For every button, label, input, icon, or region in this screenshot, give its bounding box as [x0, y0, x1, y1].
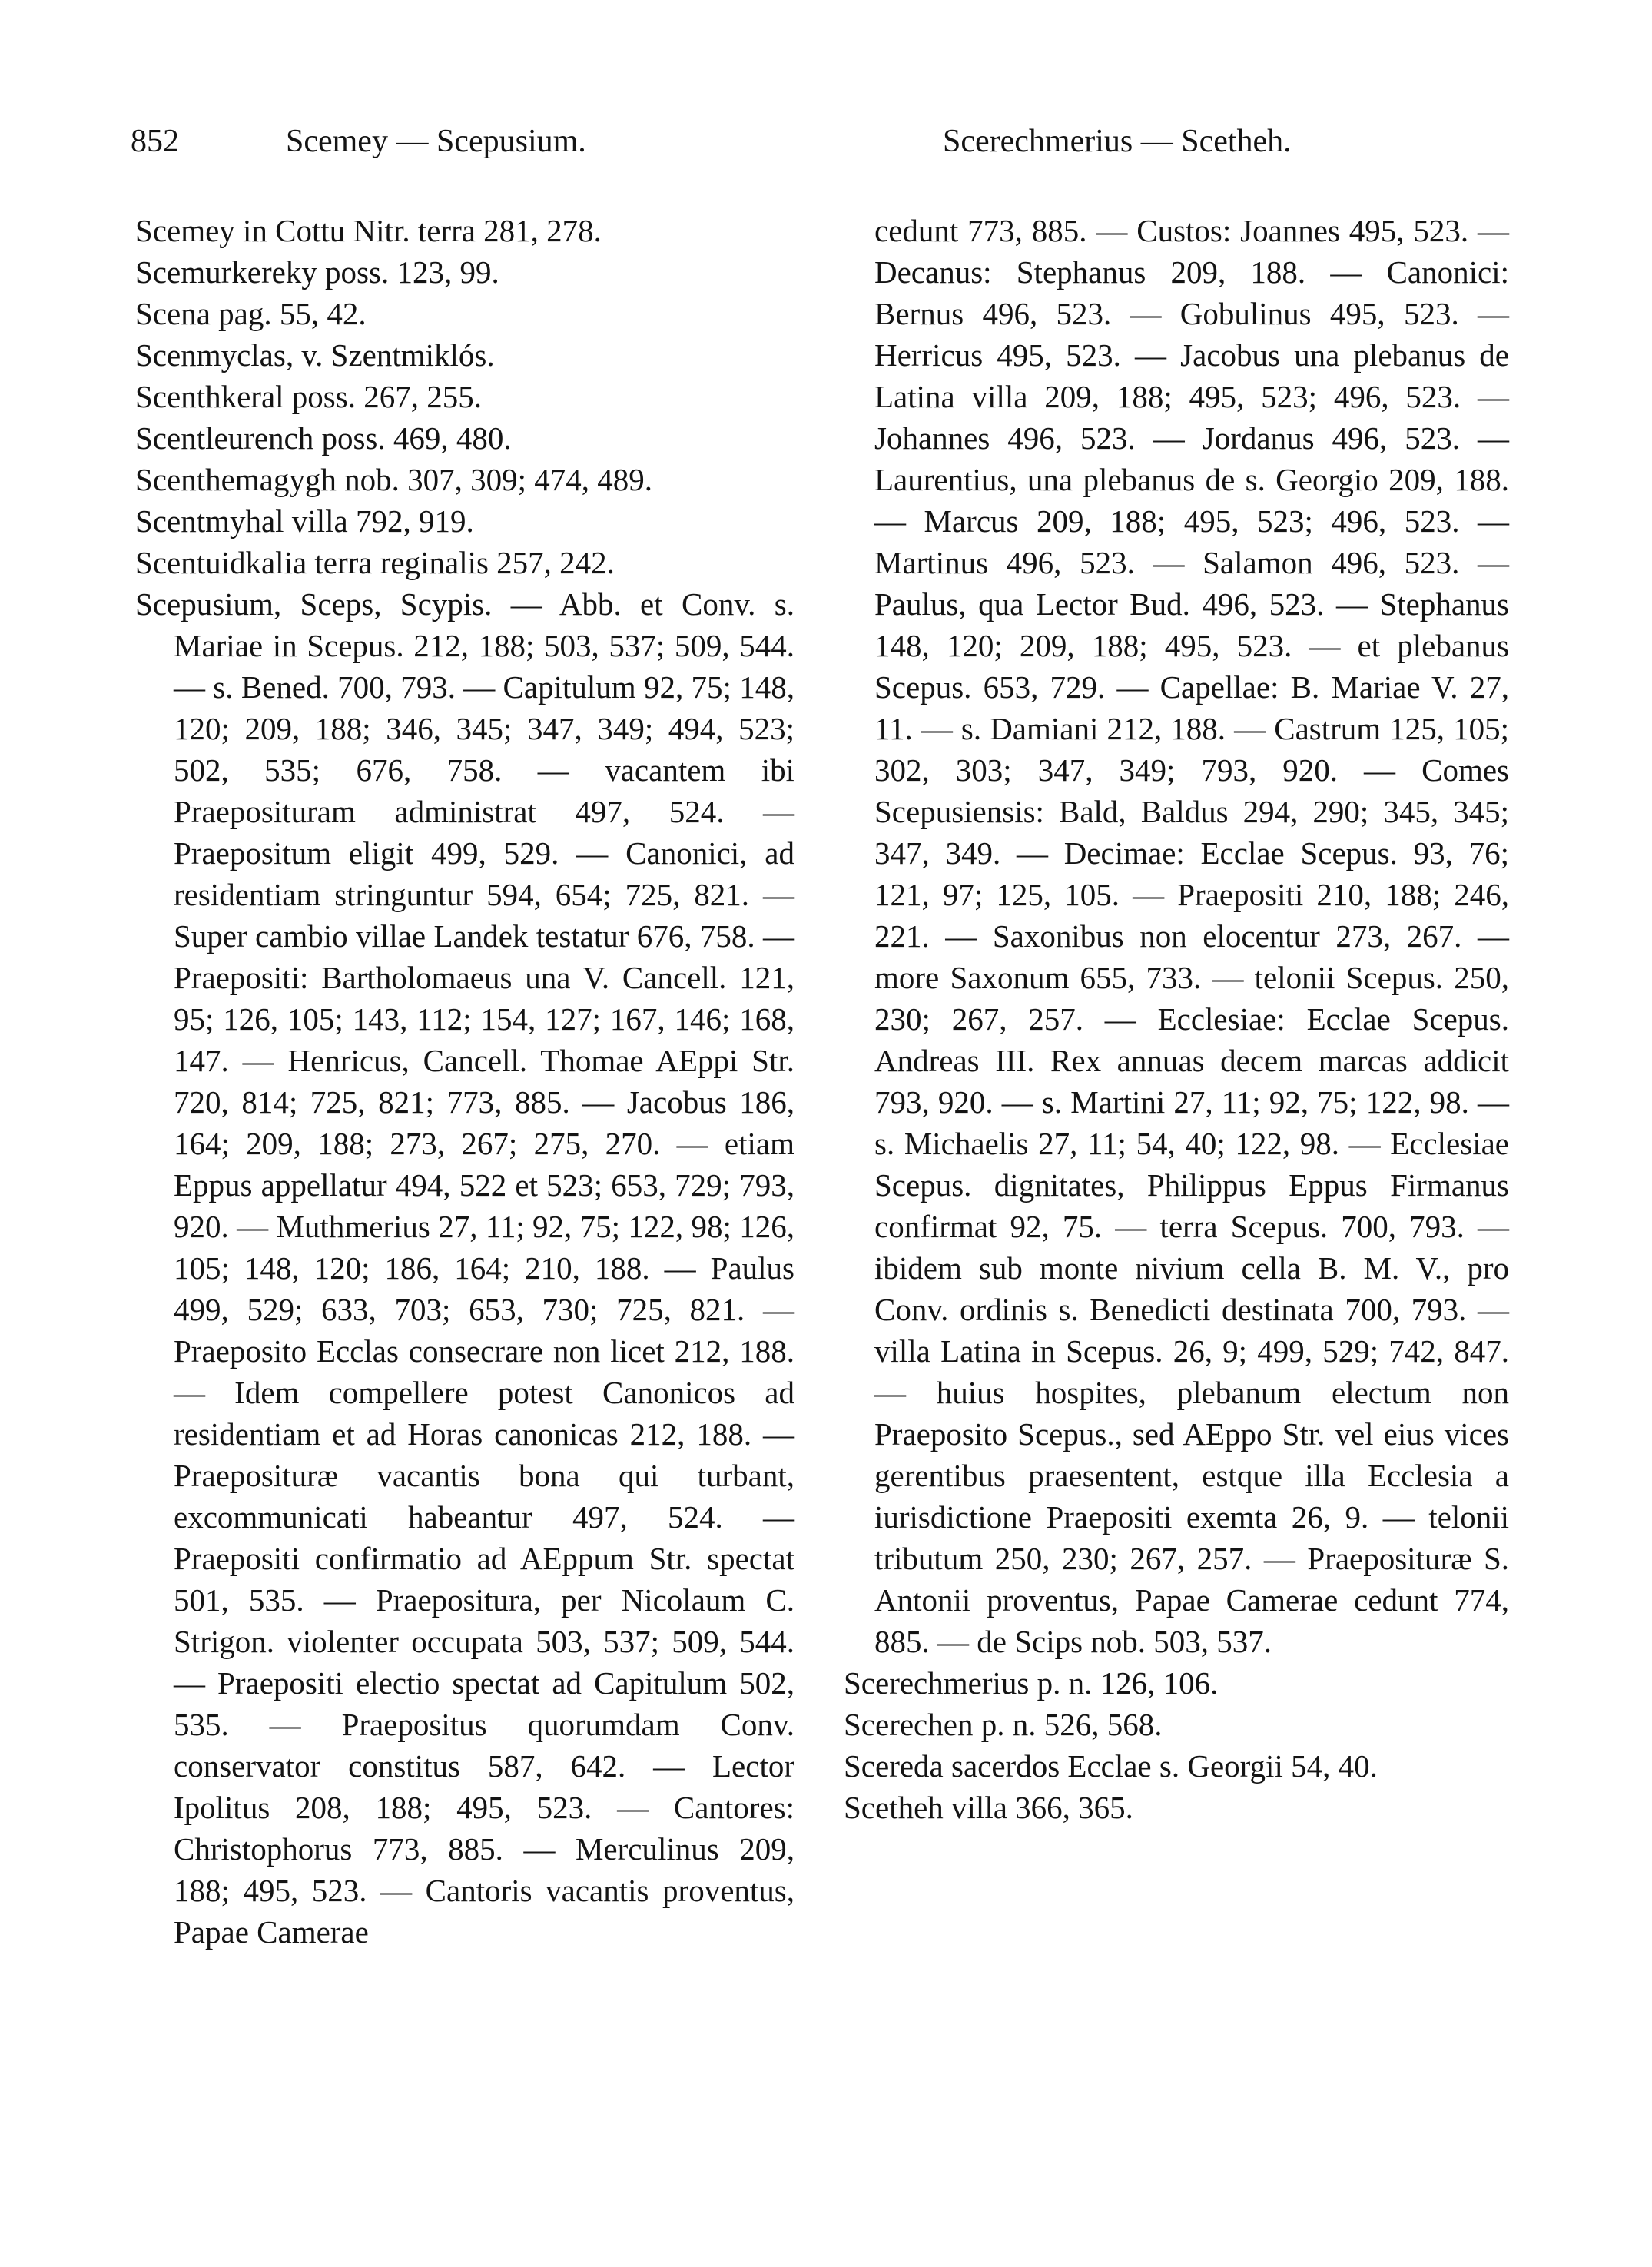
index-entry: Scenmyclas, v. Szentmiklós.: [135, 337, 495, 373]
index-entry-continuation: cedunt 773, 885. — Custos: Joannes 495, 523. — Decanus: Stephanus 209, 188. — Canonici: Bernus 496, 523. — Gobulinus 495, 523. — Herricus 495, 523. — Jacobus una plebanus de Latina villa 209, 188; 495, 523; 496, 523. — Johannes 496, 523. — Jordanus 496, 523. — Laurentius, una plebanus de s. Georgio 209, 188. — Marcus 209, 188; 495, 523; 496, 523. — Martinus 496, 523. — Salamon 496, 523. — Paulus, qua Lector Bud. 496, 523. — Stephanus 148, 120; 209, 188; 495, 523. — et plebanus Scepus. 653, 729. — Capellae: B. Mariae V. 27, 11. — s. Damiani 212, 188. — Castrum 125, 105; 302, 303; 347, 349; 793, 920. — Comes Scepusiensis: Bald, Baldus 294, 290; 345, 345; 347, 349. — Decimae: Ecclae Scepus. 93, 76; 121, 97; 125, 105. — Praepositi 210, 188; 246, 221. — Saxonibus non elocentur 273, 267. — more Saxonum 655, 733. — telonii Scepus. 250, 230; 267, 257. — Ecclesiae: Ecclae Scepus. Andreas III. Rex annuas decem marcas addicit 793, 920. — s. Martini 27, 11; 92, 75; 122, 98. — s. Michaelis 27, 11; 54, 40; 122, 98. — Ecclesiae Scepus. dignitates, Philippus Eppus Firmanus confirmat 92, 75. — terra Scepus. 700, 793. — ibidem sub monte nivium cella B. M. V., pro Conv. ordinis s. Benedicti destinata 700, 793. — villa Latina in Scepus. 26, 9; 499, 529; 742, 847. — huius hospites, plebanum electum non Praeposito Scepus., sed AEppo Str. vel eius vices gerentibus praesentent, estque illa Ecclesia a iurisdictione Praepositi exemta 26, 9. — telonii tributum 250, 230; 267, 257. — Praeposituræ S. Antonii proventus, Papae Camerae cedunt 774, 885. — de Scips nob. 503, 537.: [874, 213, 1509, 1659]
index-entry-scepusium: Scepusium, Sceps, Scypis. — Abb. et Conv. s. Mariae in Scepus. 212, 188; 503, 537; 509, 544. — s. Bened. 700, 793. — Capitulum 92, 75; 148, 120; 209, 188; 346, 345; 347, 349; 494, 523; 502, 535; 676, 758. — vacantem ibi Praeposituram administrat 497, 524. — Praepositum eligit 499, 529. — Canonici, ad residentiam stringuntur 594, 654; 725, 821. — Super cambio villae Landek testatur 676, 758. — Praepositi: Bartholomaeus una V. Cancell. 121, 95; 126, 105; 143, 112; 154, 127; 167, 146; 168, 147. — Henricus, Cancell. Thomae AEppi Str. 720, 814; 725, 821; 773, 885. — Jacobus 186, 164; 209, 188; 273, 267; 275, 270. — etiam Eppus appellatur 494, 522 et 523; 653, 729; 793, 920. — Muthmerius 27, 11; 92, 75; 122, 98; 126, 105; 148, 120; 186, 164; 210, 188. — Paulus 499, 529; 633, 703; 653, 730; 725, 821. — Praeposito Ecclas consecrare non licet 212, 188. — Idem compellere potest Canonicos ad residentiam et ad Horas canonicas 212, 188. — Praeposituræ vacantis bona qui turbant, excommunicati habeantur 497, 524. — Praepositi confirmatio ad AEppum Str. spectat 501, 535. — Praepositura, per Nicolaum C. Strigon. violenter occupata 503, 537; 509, 544. — Praepositi electio spectat ad Capitulum 502, 535. — Praepositus quorumdam Conv. conservator constitus 587, 642. — Lector Ipolitus 208, 188; 495, 523. — Cantores: Christophorus 773, 885. — Merculinus 209, 188; 495, 523. — Cantoris vacantis proventus, Papae Camerae: [135, 586, 794, 1950]
index-entry: Scentmyhal villa 792, 919.: [135, 503, 474, 539]
index-entry: Scemurkereky poss. 123, 99.: [135, 254, 499, 290]
right-column: [844, 210, 1509, 1828]
index-entry: Scenthkeral poss. 267, 255.: [135, 379, 482, 414]
index-entry: Scentleurench poss. 469, 480.: [135, 420, 512, 456]
index-entry: Scerechen p. n. 526, 568.: [844, 1707, 1163, 1742]
header-right-title: Scerechmerius — Scetheh.: [943, 124, 1292, 159]
index-entry: Scereda sacerdos Ecclae s. Georgii 54, 40.: [844, 1748, 1378, 1784]
page-number: 852: [131, 124, 179, 159]
index-entry: Scemey in Cottu Nitr. terra 281, 278.: [135, 213, 602, 248]
index-entry: Scentuidkalia terra reginalis 257, 242.: [135, 545, 615, 580]
left-column: [135, 210, 794, 1953]
index-entry: Scerechmerius p. n. 126, 106.: [844, 1665, 1219, 1701]
index-entry: Scetheh villa 366, 365.: [844, 1790, 1133, 1825]
running-header: [0, 123, 1652, 169]
header-left-title: Scemey — Scepusium.: [286, 124, 586, 159]
index-entry: Scena pag. 55, 42.: [135, 296, 367, 331]
index-entry: Scenthemagygh nob. 307, 309; 474, 489.: [135, 462, 653, 497]
